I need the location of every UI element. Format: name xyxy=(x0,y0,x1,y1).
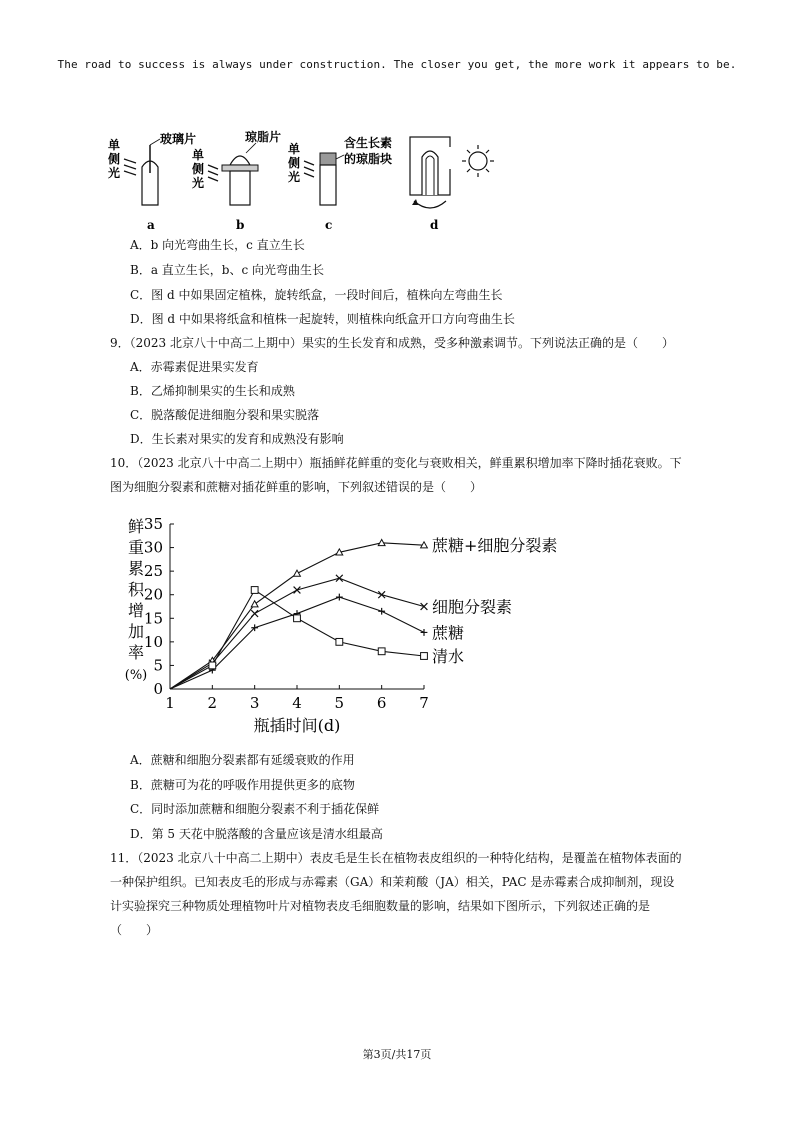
single-light-label-a: 单侧光 xyxy=(108,138,121,180)
y-tick-label: 15 xyxy=(143,609,163,628)
q11-line4: （ ） xyxy=(110,923,159,937)
y-tick-label: 35 xyxy=(143,515,163,533)
coleoptile-b-base xyxy=(230,171,250,205)
series-line-3 xyxy=(170,590,424,689)
y-tick-label: 20 xyxy=(143,585,163,604)
data-point xyxy=(421,653,428,660)
q8-option-c[interactable]: C．图 d 中如果固定植株，旋转纸盒，一段时间后，植株向左弯曲生长 xyxy=(130,288,503,302)
x-tick-label: 3 xyxy=(249,694,260,712)
q9-option-d[interactable]: D．生长素对果实的发育和成熟没有影响 xyxy=(130,432,344,446)
data-point xyxy=(378,591,385,598)
agar-slice xyxy=(222,165,258,171)
glass-label: 玻璃片 xyxy=(160,132,197,146)
phototropism-figure xyxy=(100,125,520,237)
data-point xyxy=(421,603,428,610)
y-tick-label: 0 xyxy=(153,680,163,698)
coleoptile-d xyxy=(422,151,438,195)
q10-option-c[interactable]: C．同时添加蔗糖和细胞分裂素不利于插花保鲜 xyxy=(130,802,380,816)
x-tick-label: 1 xyxy=(165,694,175,712)
data-point xyxy=(294,615,301,622)
y-axis-label-char: 率 xyxy=(127,643,145,662)
data-point xyxy=(251,587,258,594)
data-point xyxy=(294,570,301,576)
single-light-label-b: 单侧光 xyxy=(192,148,205,190)
letter-b: b xyxy=(236,218,245,232)
q10-option-d[interactable]: D．第 5 天花中脱落酸的含量应该是清水组最高 xyxy=(130,827,383,841)
light-arrows-icon xyxy=(208,165,218,181)
plant-c xyxy=(287,135,392,232)
q11-line2: 一种保护组织。已知表皮毛的形成与赤霉素（GA）和茉莉酸（JA）相关，PAC 是赤霉素合成抑制剂，现设 xyxy=(110,875,675,889)
q9-option-a[interactable]: A．赤霉素促进果实发育 xyxy=(130,360,259,374)
series-label: 蔗糖 xyxy=(432,623,465,643)
series-label: 蔗糖+细胞分裂素 xyxy=(432,536,558,556)
data-point xyxy=(336,594,343,601)
rotation-arrow-icon xyxy=(414,201,446,208)
y-tick-label: 10 xyxy=(143,632,163,651)
auxin-agar-label-2: 的琼脂块 xyxy=(344,152,393,166)
q9-option-c[interactable]: C．脱落酸促进细胞分裂和果实脱落 xyxy=(130,408,320,422)
y-axis-label-char: 加 xyxy=(127,622,145,641)
data-point xyxy=(421,629,428,636)
q9-stem: 9．（2023 北京八十中高二上期中）果实的生长发育和成熟，受多种激素调节。下列说法正确的是（ ） xyxy=(110,336,674,350)
coleoptile-c xyxy=(320,165,336,205)
q10-stem-line2: 图为细胞分裂素和蔗糖对插花鲜重的影响，下列叙述错误的是（ ） xyxy=(110,480,483,494)
q9-option-b[interactable]: B．乙烯抑制果实的生长和成熟 xyxy=(130,384,295,398)
data-point xyxy=(251,610,258,617)
x-tick-label: 4 xyxy=(292,694,302,712)
page-header-quote: The road to success is always under construction. The closer you get, the more work it appears to be. xyxy=(57,58,737,71)
y-axis-label-char: 鲜 xyxy=(127,517,145,536)
y-tick-label: 5 xyxy=(153,656,163,675)
y-axis-label-char: 积 xyxy=(127,580,145,599)
series-label: 清水 xyxy=(432,647,465,666)
fresh-weight-line-chart xyxy=(118,512,598,744)
data-point xyxy=(336,638,343,645)
page-footer: 第3页/共17页 xyxy=(362,1048,432,1061)
q8-option-a[interactable]: A．b 向光弯曲生长，c 直立生长 xyxy=(130,238,305,252)
light-arrows-icon xyxy=(304,161,314,177)
data-point xyxy=(294,587,301,594)
q8-option-b[interactable]: B．a 直立生长，b、c 向光弯曲生长 xyxy=(130,263,325,277)
plant-a xyxy=(107,131,196,232)
y-axis-label-char: 重 xyxy=(127,538,145,557)
q10-stem-line1: 10．（2023 北京八十中高二上期中）瓶插鲜花鲜重的变化与衰败相关，鲜重累积增加率下降时插花衰败。下 xyxy=(110,456,682,470)
letter-c: c xyxy=(325,218,333,232)
x-tick-label: 7 xyxy=(419,694,429,712)
data-point xyxy=(209,662,216,669)
x-tick-label: 5 xyxy=(334,694,345,712)
q10-option-b[interactable]: B．蔗糖可为花的呼吸作用提供更多的底物 xyxy=(130,778,355,792)
y-axis-label-char: 增 xyxy=(127,601,145,620)
q8-option-d[interactable]: D．图 d 中如果将纸盒和植株一起旋转，则植株向纸盒开口方向弯曲生长 xyxy=(130,312,515,326)
agar-label: 琼脂片 xyxy=(245,130,282,144)
q10-option-a[interactable]: A．蔗糖和细胞分裂素都有延缓衰败的作用 xyxy=(130,753,355,767)
data-point xyxy=(378,608,385,615)
series-label: 细胞分裂素 xyxy=(432,597,513,617)
letter-a: a xyxy=(147,218,155,232)
q11-line1: 11．（2023 北京八十中高二上期中）表皮毛是生长在植物表皮组织的一种特化结构，是覆盖在植物体表面的 xyxy=(110,851,682,865)
plant-b xyxy=(191,129,281,232)
auxin-agar-block xyxy=(320,153,336,165)
letter-d: d xyxy=(430,218,439,232)
data-point xyxy=(336,575,343,582)
y-tick-label: 25 xyxy=(143,562,163,581)
plant-d xyxy=(410,137,494,232)
y-axis-label-char: 累 xyxy=(127,559,145,578)
data-point xyxy=(251,601,258,607)
y-axis-unit: (%) xyxy=(124,668,148,683)
x-tick-label: 6 xyxy=(376,694,387,712)
single-light-label-c: 单侧光 xyxy=(288,142,301,184)
data-point xyxy=(378,648,385,655)
coleoptile-b-tip xyxy=(230,156,250,165)
sun-icon xyxy=(462,145,494,177)
x-axis-label: 瓶插时间(d) xyxy=(253,716,341,735)
x-tick-label: 2 xyxy=(207,694,218,712)
light-arrows-icon xyxy=(124,159,136,175)
auxin-agar-label-1: 含生长素 xyxy=(344,136,393,150)
q11-line3: 计实验探究三种物质处理植物叶片对植物表皮毛细胞数量的影响，结果如下图所示，下列叙述正确的是 xyxy=(110,899,651,913)
y-tick-label: 30 xyxy=(143,538,163,557)
